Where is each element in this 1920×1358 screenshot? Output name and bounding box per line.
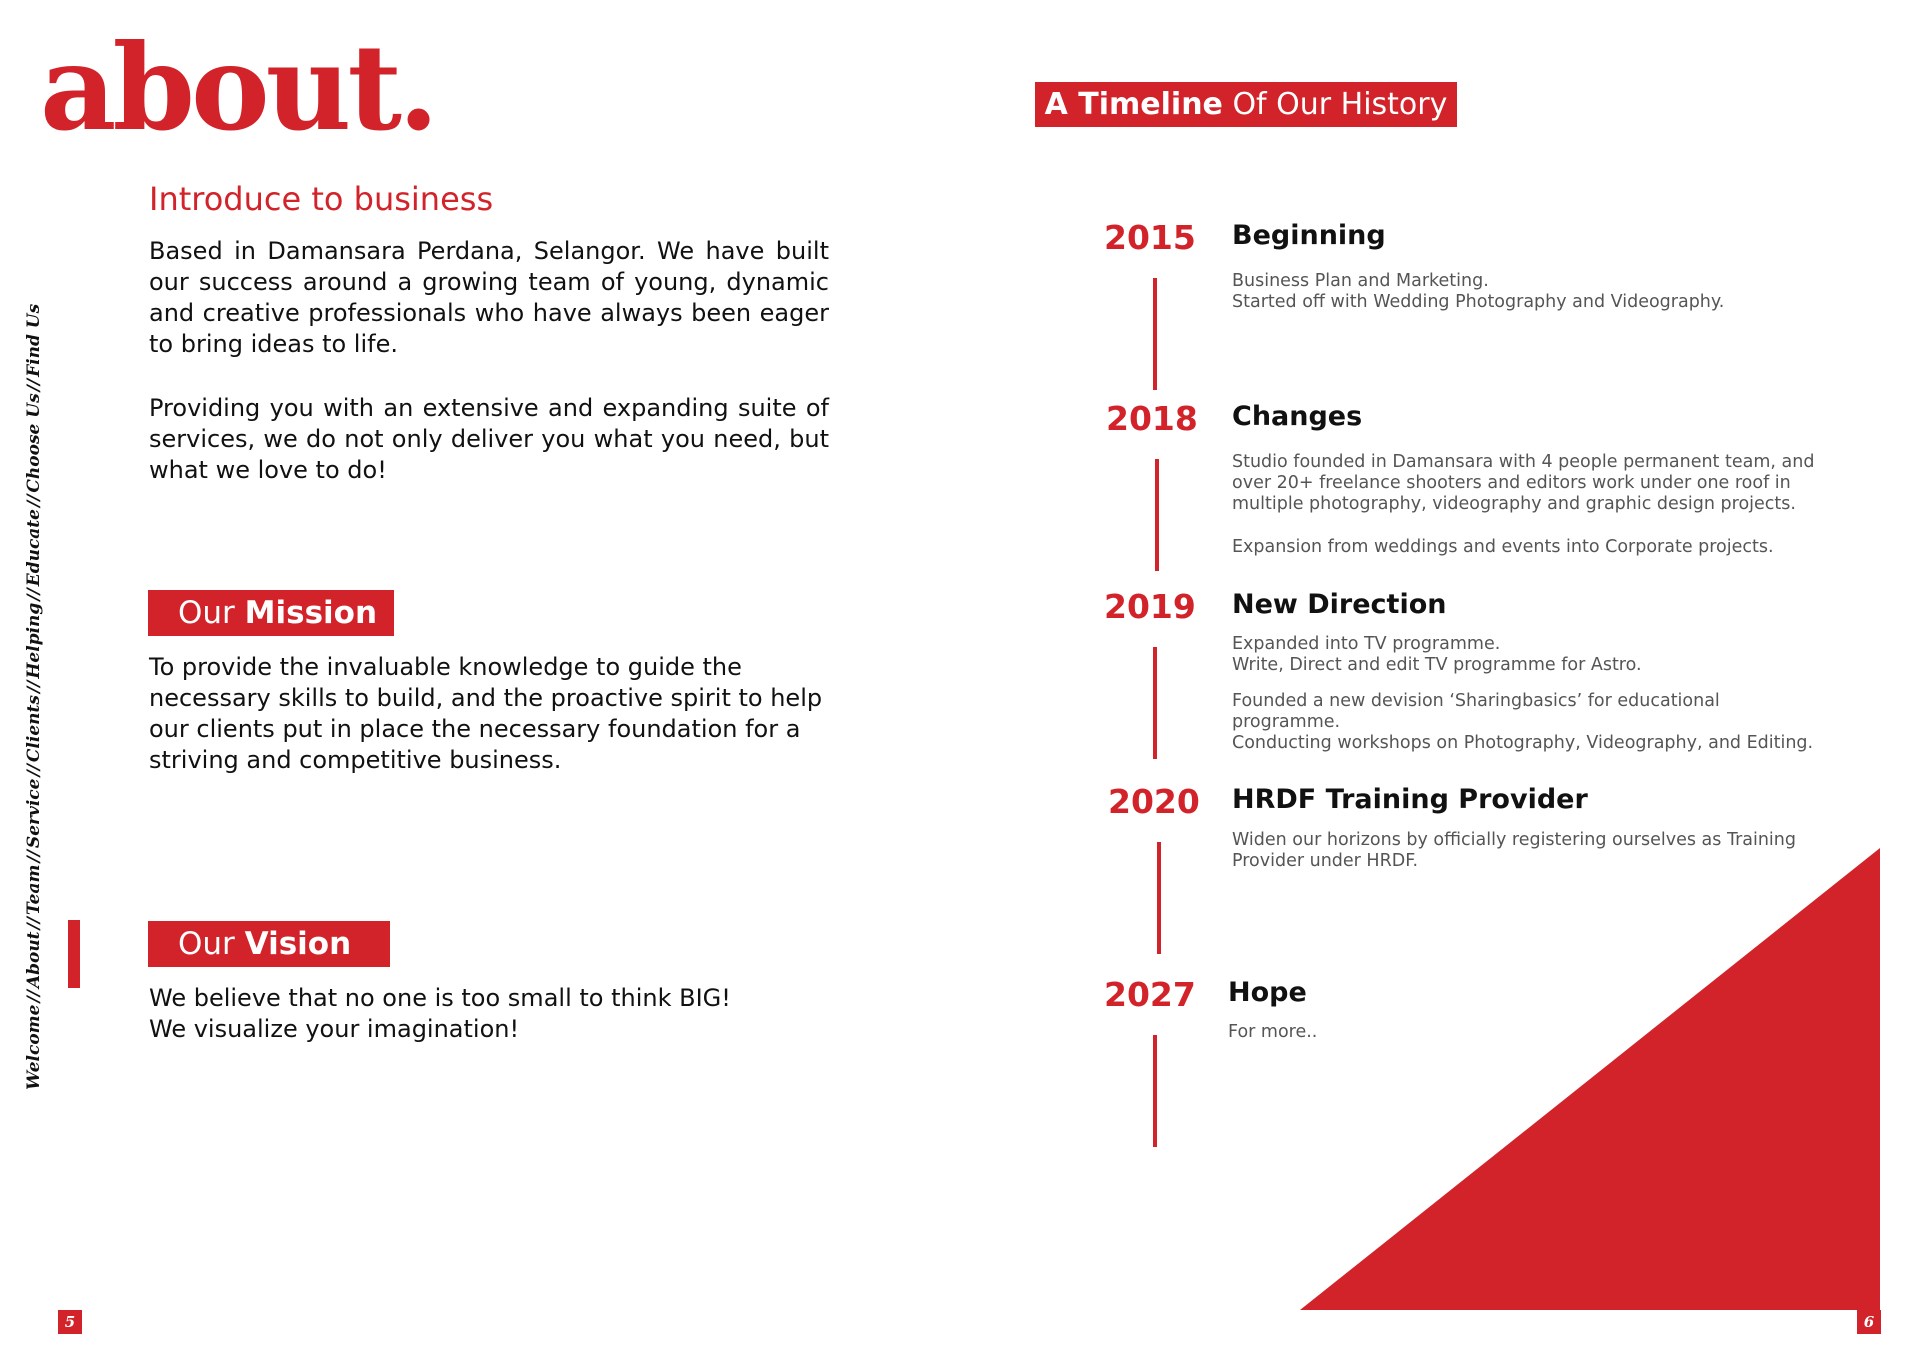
nav-item-about[interactable]: About	[24, 931, 44, 989]
mission-text: To provide the invaluable knowledge to guide the necessary skills to build, and the proactive spirit to help our clients put in place the necessary foundation for a striving and competitive business.	[149, 653, 823, 774]
timeline-year: 2015	[1104, 218, 1196, 257]
nav-separator: //	[24, 990, 44, 1003]
timeline-title	[1035, 82, 1457, 127]
timeline-heading: Hope	[1228, 977, 1307, 1008]
timeline-title-bold: A Timeline	[1044, 87, 1223, 122]
vision-label	[148, 921, 390, 967]
timeline-text: Expansion from weddings and events into Corporate projects.	[1232, 537, 1774, 557]
vision-line-1: We believe that no one is too small to think BIG!	[149, 984, 731, 1012]
timeline-text: Expanded into TV programme. Write, Direct and edit TV programme for Astro.	[1232, 634, 1642, 675]
page-number-right: 6	[1857, 1310, 1881, 1334]
intro-paragraph-1: Based in Damansara Perdana, Selangor. We have built our success around a growing team of young, dynamic and creative professionals who have always been eager to bring ideas to life.	[149, 237, 829, 358]
nav-item-choose-us[interactable]: Choose Us	[24, 393, 44, 493]
timeline-year: 2019	[1104, 587, 1196, 626]
intro-heading: Introduce to business	[149, 180, 494, 218]
mission-label	[148, 590, 394, 636]
nav-separator: //	[24, 850, 44, 863]
timeline-text: Conducting workshops on Photography, Videography, and Editing.	[1232, 733, 1814, 753]
nav-item-team[interactable]: Team	[24, 864, 44, 916]
nav-item-clients[interactable]: Clients	[24, 695, 44, 763]
page-title: about.	[40, 18, 436, 157]
nav-separator: //	[24, 494, 44, 508]
nav-item-helping[interactable]: Helping	[24, 602, 44, 679]
timeline-text: For more..	[1228, 1022, 1318, 1042]
timeline-line	[1155, 459, 1159, 571]
nav-item-educate[interactable]: Educate	[24, 509, 44, 587]
timeline-heading: Beginning	[1232, 220, 1386, 251]
nav-separator: //	[24, 680, 44, 694]
vision-line-2: We visualize your imagination!	[149, 1015, 520, 1043]
mission-label-bold: Mission	[244, 595, 378, 631]
timeline-year: 2018	[1106, 399, 1198, 438]
timeline-text: Widen our horizons by officially registering ourselves as Training Provider under HRDF.	[1232, 830, 1796, 871]
timeline-title-light: Of Our History	[1222, 87, 1448, 122]
nav-item-service[interactable]: Service	[24, 778, 44, 849]
current-section-marker	[68, 920, 80, 988]
section-nav	[14, 230, 54, 1090]
timeline-line	[1153, 278, 1157, 390]
timeline-heading: New Direction	[1232, 589, 1447, 620]
timeline-text: Founded a new devision ‘Sharingbasics’ for educational programme.	[1232, 691, 1720, 732]
timeline-year: 2020	[1108, 782, 1200, 821]
vision-label-light: Our	[178, 926, 245, 962]
nav-separator: //	[24, 917, 44, 930]
timeline-text: Studio founded in Damansara with 4 people permanent team, and over 20+ freelance shooters and editors work under one roof in multiple photography, videography and graphic design projects.	[1232, 452, 1815, 514]
nav-separator: //	[24, 378, 44, 392]
nav-separator: //	[24, 588, 44, 601]
intro-paragraph-2: Providing you with an extensive and expanding suite of services, we do not only deliver you what you need, but what we love to do!	[149, 394, 829, 484]
timeline-line	[1153, 647, 1157, 759]
decorative-triangle	[1300, 848, 1880, 1310]
timeline-heading: HRDF Training Provider	[1232, 784, 1588, 815]
vision-label-bold: Vision	[244, 926, 352, 962]
timeline-year: 2027	[1104, 975, 1196, 1014]
timeline-text: Business Plan and Marketing. Started off with Wedding Photography and Videography.	[1232, 271, 1725, 312]
page-number-left: 5	[58, 1310, 82, 1334]
nav-separator: //	[24, 764, 44, 777]
nav-item-find-us[interactable]: Find Us	[24, 303, 44, 377]
timeline-line	[1157, 842, 1161, 954]
nav-item-welcome[interactable]: Welcome	[24, 1004, 44, 1090]
timeline-line	[1153, 1035, 1157, 1147]
timeline-heading: Changes	[1232, 401, 1363, 432]
mission-label-light: Our	[178, 595, 245, 631]
